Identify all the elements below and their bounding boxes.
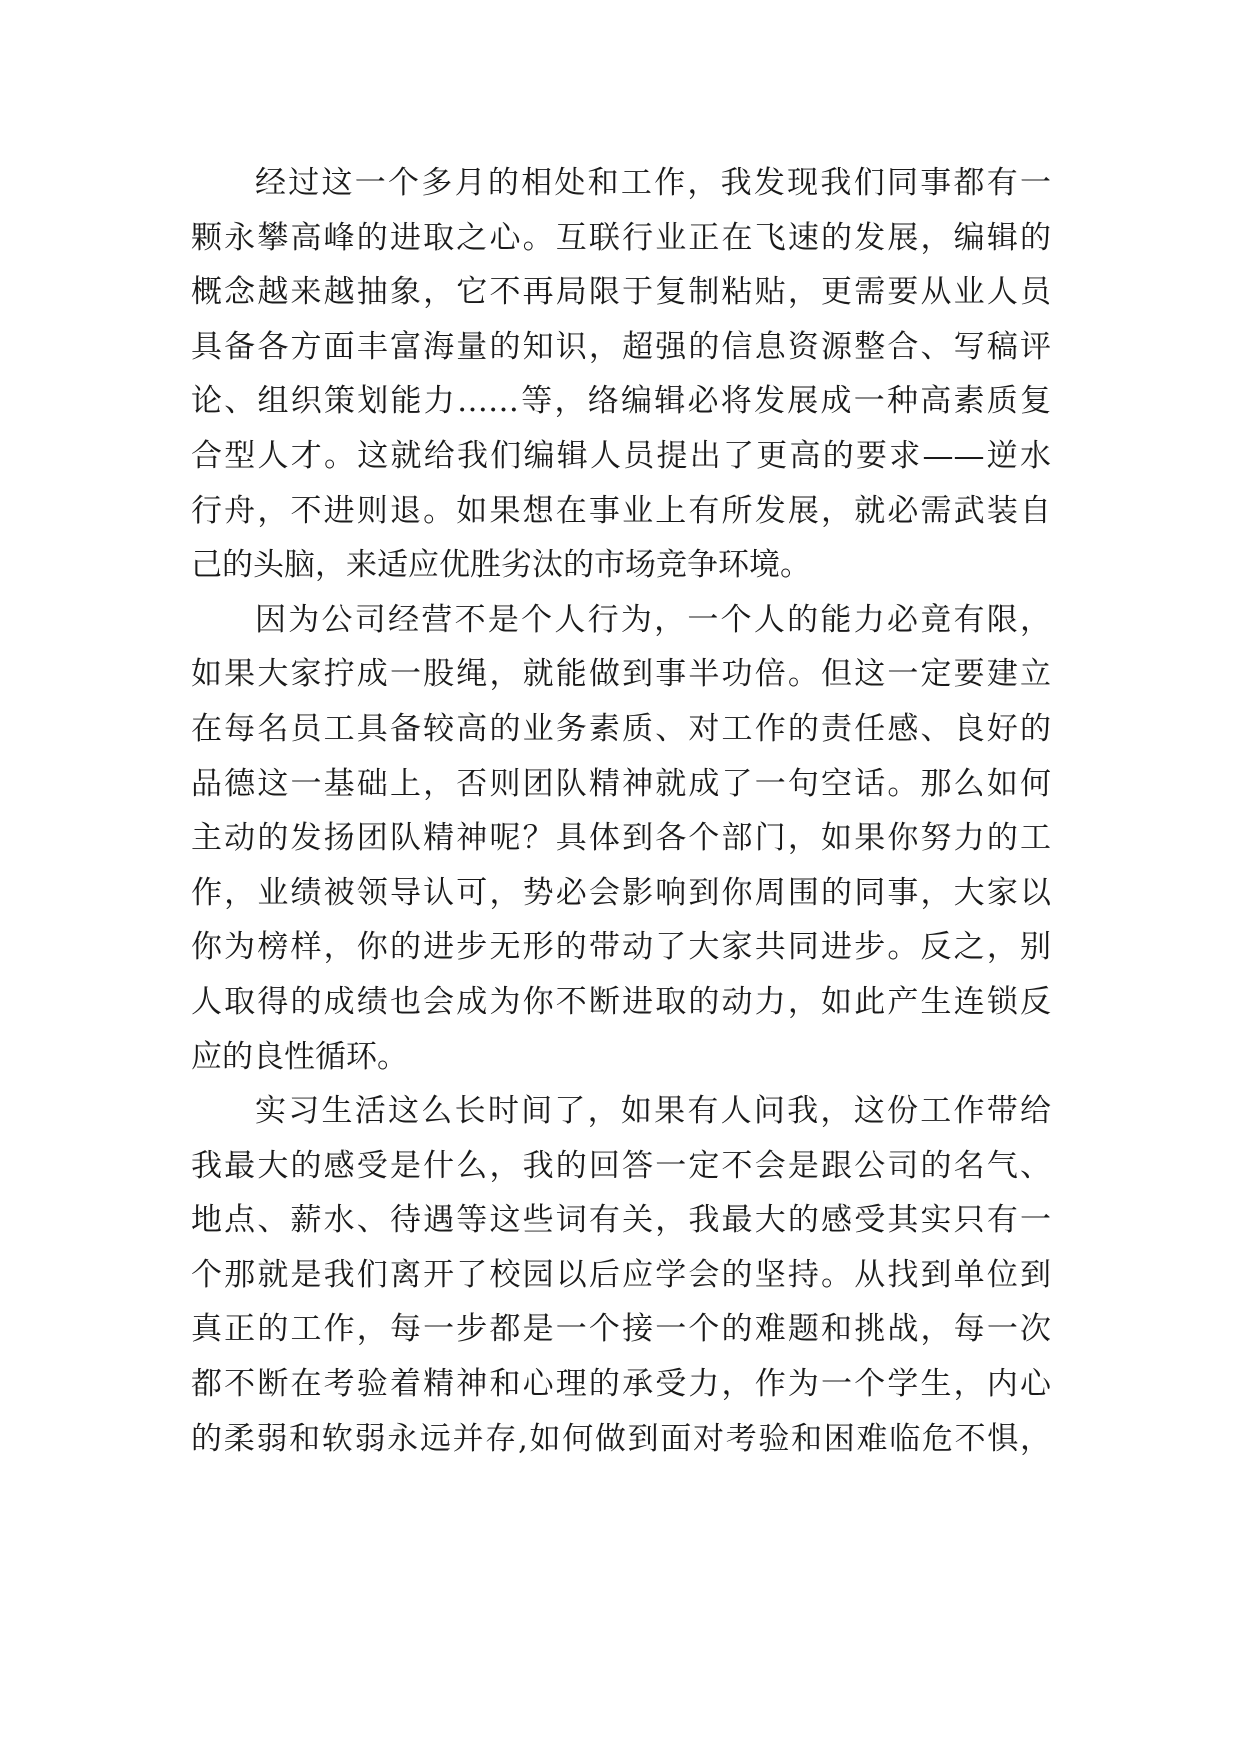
text-line: 具备各方面丰富海量的知识，超强的信息资源整合、写稿评 — [191, 328, 1051, 365]
paragraph-3 — [191, 1084, 1051, 1466]
text-line: 经过这一个多月的相处和工作，我发现我们同事都有一 — [255, 165, 1051, 201]
document-body — [191, 156, 1051, 1466]
paragraph-2 — [191, 593, 1051, 1084]
text-line: 因为公司经营不是个人行为，一个人的能力必竟有限， — [255, 601, 1051, 638]
text-line: 都不断在考验着精神和心理的承受力，作为一个学生，内心 — [191, 1366, 1051, 1403]
text-line: 在每名员工具备较高的业务素质、对工作的责任感、良好的 — [191, 710, 1051, 747]
text-line: 实习生活这么长时间了，如果有人问我，这份工作带给 — [255, 1093, 1051, 1130]
text-line: 品德这一基础上，否则团队精神就成了一句空话。那么如何 — [191, 765, 1051, 802]
text-line: 颗永攀高峰的进取之心。互联行业正在飞速的发展，编辑的 — [191, 219, 1051, 256]
text-line: 我最大的感受是什么，我的回答一定不会是跟公司的名气、 — [191, 1147, 1051, 1184]
text-line: 概念越来越抽象，它不再局限于复制粘贴，更需要从业人员 — [191, 274, 1051, 311]
text-line: 人取得的成绩也会成为你不断进取的动力，如此产生连锁反 — [191, 983, 1051, 1020]
text-line: 应的良性循环。 — [191, 1038, 408, 1075]
text-line: 作，业绩被领导认可，势必会影响到你周围的同事，大家以 — [191, 874, 1051, 911]
text-line: 行舟，不进则退。如果想在事业上有所发展，就必需武装自 — [191, 492, 1051, 529]
text-line: 论、组织策划能力……等，络编辑必将发展成一种高素质复 — [191, 383, 1051, 420]
text-line: 你为榜样，你的进步无形的带动了大家共同进步。反之，别 — [191, 929, 1051, 966]
text-line: 的柔弱和软弱永远并存,如何做到面对考验和困难临危不惧， — [191, 1420, 1051, 1457]
text-line: 真正的工作，每一步都是一个接一个的难题和挑战，每一次 — [191, 1311, 1051, 1348]
paragraph-1 — [191, 156, 1051, 593]
text-line: 如果大家拧成一股绳，就能做到事半功倍。但这一定要建立 — [191, 656, 1051, 693]
text-line: 主动的发扬团队精神呢？具体到各个部门，如果你努力的工 — [191, 820, 1051, 857]
text-line: 合型人才。这就给我们编辑人员提出了更高的要求——逆水 — [191, 437, 1051, 474]
text-line: 个那就是我们离开了校园以后应学会的坚持。从找到单位到 — [191, 1256, 1051, 1293]
text-line: 地点、薪水、待遇等这些词有关，我最大的感受其实只有一 — [191, 1202, 1051, 1239]
text-line: 己的头脑，来适应优胜劣汰的市场竞争环境。 — [191, 547, 811, 584]
